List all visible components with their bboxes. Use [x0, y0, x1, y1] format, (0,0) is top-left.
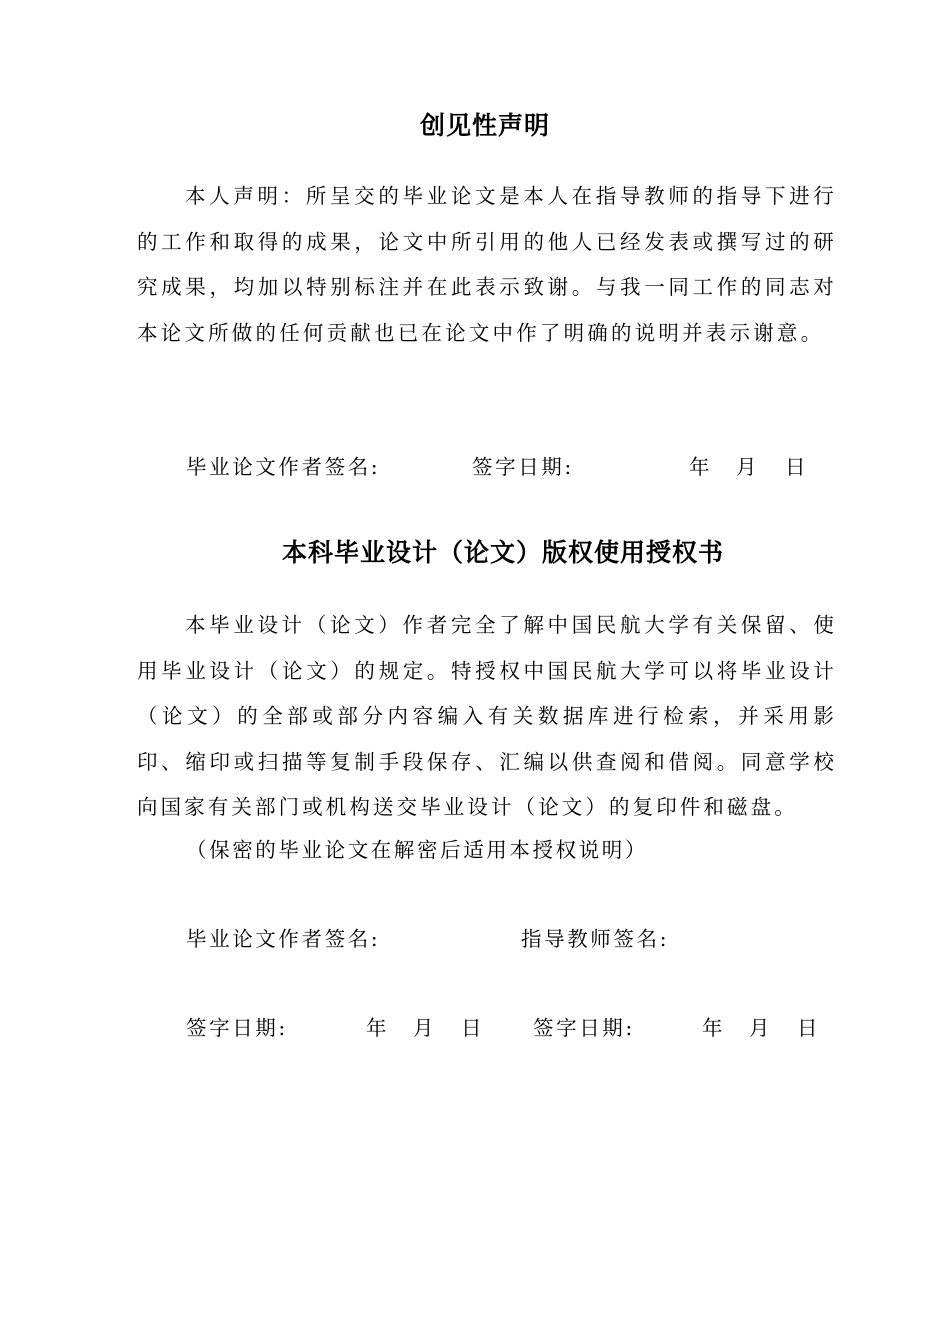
- authorization-author-date-label: 签字日期:: [186, 1016, 288, 1040]
- authorization-title: 本科毕业设计（论文）版权使用授权书: [281, 538, 724, 567]
- authorization-advisor-day-label: 日: [797, 1016, 818, 1040]
- authorization-advisor-signature-label: 指导教师签名:: [521, 927, 670, 951]
- declaration-day-label: 日: [785, 455, 806, 479]
- declaration-month-label: 月: [736, 455, 757, 479]
- authorization-advisor-date-label: 签字日期:: [533, 1016, 635, 1040]
- declaration-title: 创见性声明: [419, 111, 550, 140]
- declaration-body: 本人声明：所呈交的毕业论文是本人在指导教师的指导下进行的工作和取得的成果，论文中所引用的他人已经发表或撰写过的研究成果，均加以特别标注并在此表示致谢。与我一同工作的同志对本论文所做的任何贡献也已在论文中作了明确的说明并表示谢意。: [137, 184, 837, 345]
- declaration-date-label: 签字日期:: [472, 455, 574, 479]
- authorization-author-signature-label: 毕业论文作者签名:: [186, 927, 381, 951]
- authorization-author-month-label: 月: [413, 1016, 434, 1040]
- authorization-note: （保密的毕业论文在解密后适用本授权说明）: [186, 838, 648, 862]
- authorization-body: 本毕业设计（论文）作者完全了解中国民航大学有关保留、使用毕业设计（论文）的规定。特授权中国民航大学可以将毕业设计（论文）的全部或部分内容编入有关数据库进行检索，并采用影印、缩印或扫描等复制手段保存、汇编以供查阅和借阅。同意学校向国家有关部门或机构送交毕业设计（论文）的复印件和磁盘。: [137, 613, 837, 819]
- authorization-author-day-label: 日: [461, 1016, 482, 1040]
- declaration-year-label: 年: [689, 455, 710, 479]
- authorization-author-year-label: 年: [366, 1016, 387, 1040]
- authorization-advisor-year-label: 年: [702, 1016, 723, 1040]
- authorization-advisor-month-label: 月: [749, 1016, 770, 1040]
- declaration-author-signature-label: 毕业论文作者签名:: [186, 455, 381, 479]
